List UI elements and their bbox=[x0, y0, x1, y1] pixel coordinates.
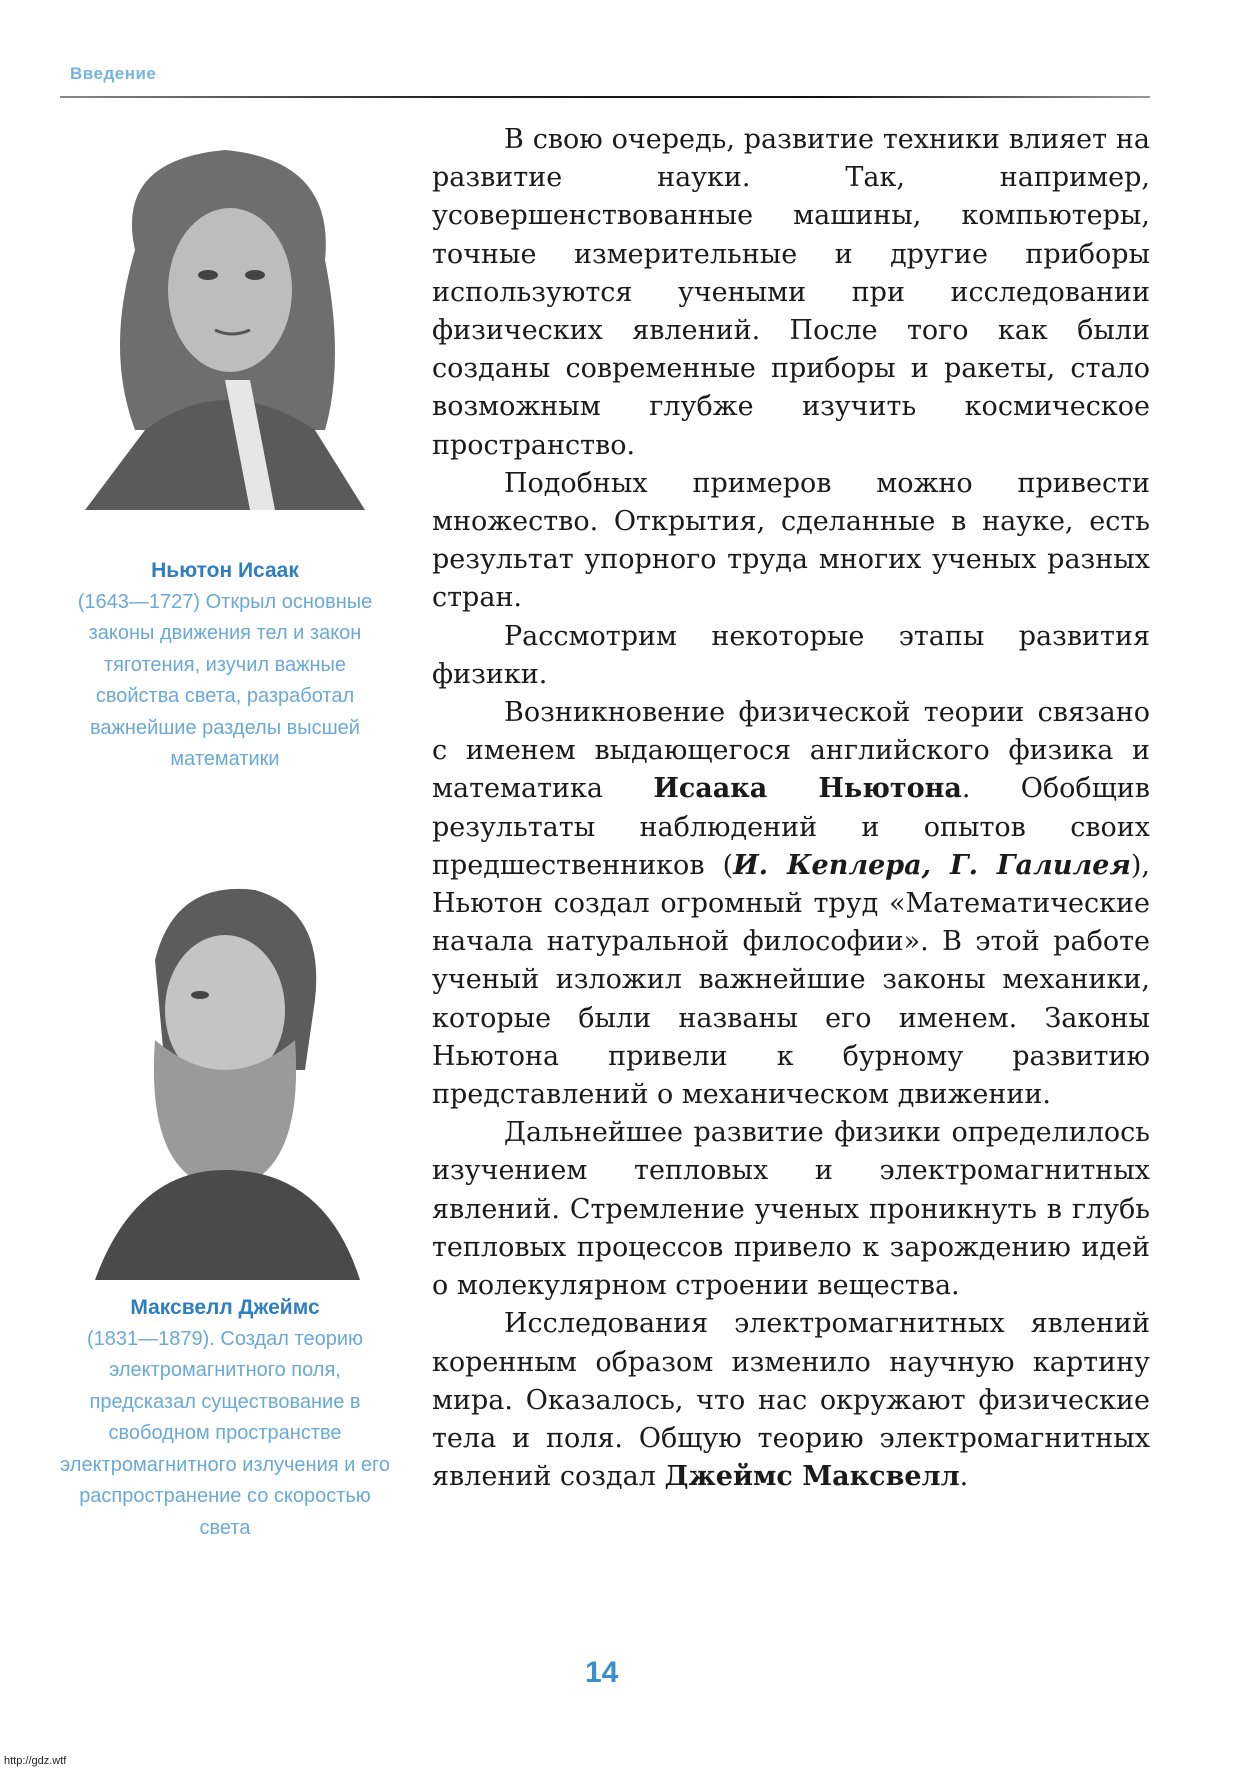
predecessors-names: И. Кеплера, Г. Галилея bbox=[733, 849, 1131, 881]
paragraph-2: Подобных примеров можно привести множество. Открытия, сделанные в науке, есть результат упорного труда многих ученых разных стран. bbox=[432, 467, 1150, 614]
header-divider bbox=[60, 96, 1150, 98]
paragraph-6 bbox=[432, 1305, 1150, 1496]
newton-caption bbox=[60, 555, 390, 776]
paragraph-3: Рассмотрим некоторые этапы развития физики. bbox=[432, 620, 1150, 690]
newton-name: Ньютон Исаак bbox=[151, 559, 299, 582]
maxwell-portrait bbox=[75, 870, 375, 1280]
paragraph-6-part: . bbox=[959, 1461, 969, 1493]
section-header: Введение bbox=[70, 64, 157, 83]
paragraph-4-part: . Обобщив результаты наблюдений и опытов своих предшественников ( bbox=[432, 773, 1150, 881]
paragraph-5: Дальнейшее развитие физики определилось изучением тепловых и электромагнитных явлений. Стремление ученых проникнуть в глубь тепловых процессов привело к зарождению идей о молекулярном строении вещества. bbox=[432, 1117, 1150, 1302]
paragraph-1: В свою очередь, развитие техники влияет на развитие науки. Так, например, усовершенствованные машины, компьютеры, точные измерительные и другие приборы используются учеными при исследовании физических явлений. После того как были созданы современные приборы и ракеты, стало возможным глубже изучить космическое пространство. bbox=[432, 124, 1150, 461]
paragraph-4-part: ), Ньютон создал огромный труд «Математические начала натуральной философии». В этой работе ученый изложил важнейшие законы механики, которые были названы его именем. Законы Ньютона привели к бурному развитию представлений о механическом движении. bbox=[432, 849, 1150, 1111]
newton-description: (1643—1727) Открыл основные законы движения тел и закон тяготения, изучил важные свойства света, разработал важнейшие разделы высшей математики bbox=[77, 590, 373, 770]
page-number: 14 bbox=[585, 1656, 619, 1689]
paragraph-4 bbox=[432, 694, 1150, 1114]
footer-url: http://gdz.wtf bbox=[4, 1755, 67, 1767]
paragraph-6-part: Исследования электромагнитных явлений коренным образом изменило научную картину мира. Оказалось, что нас окружают физические тела и поля. Общую теорию электромагнитных явлений создал bbox=[432, 1308, 1150, 1493]
main-text bbox=[432, 121, 1150, 1496]
maxwell-caption bbox=[60, 1292, 390, 1544]
maxwell-description: (1831—1879). Создал теорию электромагнитного поля, предсказал существование в свободном пространстве электромагнитного излучения и его распространение со скоростью света bbox=[60, 1327, 390, 1539]
newton-portrait bbox=[75, 130, 375, 510]
maxwell-bold-name: Джеймс Максвелл bbox=[664, 1461, 960, 1493]
maxwell-name: Максвелл Джеймс bbox=[130, 1296, 320, 1319]
paragraph-4-part: Возникновение физической теории связано с именем выдающегося английского физика и математика bbox=[432, 697, 1150, 805]
newton-bold-name: Исаака Ньютона bbox=[653, 773, 962, 805]
